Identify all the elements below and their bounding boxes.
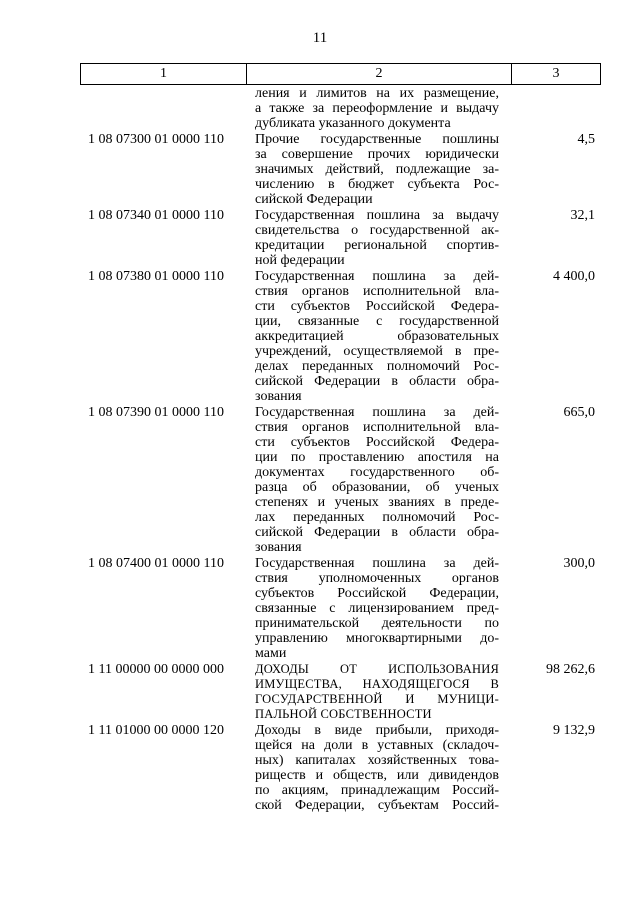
description-cell — [255, 132, 499, 207]
description-cell — [255, 405, 499, 555]
revenue-table — [80, 63, 601, 813]
description-line: Прочие государственные пошлины — [255, 132, 499, 147]
budget-code-cell: 1 08 07400 01 0000 110 — [88, 556, 224, 571]
description-line: Государственная пошлина за выдачу — [255, 208, 499, 223]
description-line: лах переданных полномочий Рос- — [255, 510, 499, 525]
description-line: сийской Федерации в области обра- — [255, 525, 499, 540]
description-line: сти субъектов Российской Федера- — [255, 435, 499, 450]
description-line: ных) капиталах хозяйственных това- — [255, 753, 499, 768]
description-line: ГОСУДАРСТВЕННОЙ И МУНИЦИ- — [255, 692, 499, 706]
description-line: Доходы в виде прибыли, приходя- — [255, 723, 499, 738]
description-line: числению в бюджет субъекта Рос- — [255, 177, 499, 192]
description-line: а также за переоформление и выдачу — [255, 101, 499, 116]
description-line: ПАЛЬНОЙ СОБСТВЕННОСТИ — [255, 707, 432, 721]
table-row — [80, 723, 601, 813]
table-row — [80, 86, 601, 131]
budget-code-cell: 1 08 07390 01 0000 110 — [88, 405, 224, 420]
description-line: сти субъектов Российской Федера- — [255, 299, 499, 314]
description-line: значимых действий, подлежащие за- — [255, 162, 499, 177]
description-line: связанные с лицензированием пред- — [255, 601, 499, 616]
description-line: свидетельства о государственной ак- — [255, 223, 499, 238]
description-line: ской Федерации, субъектам Россий- — [255, 798, 499, 813]
description-line: дубликата указанного документа — [255, 116, 451, 131]
budget-code-cell: 1 11 00000 00 0000 000 — [88, 662, 224, 677]
budget-code-cell — [80, 86, 245, 131]
column-header-3: 3 — [552, 66, 560, 81]
description-line: ствия уполномоченных органов — [255, 571, 499, 586]
description-line: Государственная пошлина за дей- — [255, 269, 499, 284]
table-row — [80, 405, 601, 555]
page-number: 11 — [312, 30, 328, 46]
description-line: мами — [255, 646, 287, 661]
description-line: делах переданных полномочий Рос- — [255, 359, 499, 374]
amount-cell: 4,5 — [577, 132, 595, 147]
budget-code-cell: 1 08 07340 01 0000 110 — [88, 208, 224, 223]
description-line: по акциям, принадлежащим Россий- — [255, 783, 499, 798]
description-line: кредитации региональной спортив- — [255, 238, 499, 253]
table-header-row — [80, 63, 601, 85]
description-line: щейся на доли в уставных (складоч- — [255, 738, 499, 753]
amount-cell: 665,0 — [563, 405, 595, 420]
description-line: документах государственного об- — [255, 465, 499, 480]
description-line: сийской Федерации — [255, 192, 373, 207]
description-line: разца об образовании, об ученых — [255, 480, 499, 495]
amount-cell: 9 132,9 — [553, 723, 595, 738]
description-line: Государственная пошлина за дей- — [255, 556, 499, 571]
table-row — [80, 662, 601, 722]
description-line: ции по проставлению апостиля на — [255, 450, 499, 465]
description-line: зования — [255, 540, 302, 555]
description-line: ной федерации — [255, 253, 345, 268]
amount-cell — [499, 86, 601, 131]
description-cell — [255, 723, 499, 813]
budget-code-cell: 1 08 07300 01 0000 110 — [88, 132, 224, 147]
amount-cell: 300,0 — [563, 556, 595, 571]
table-row — [80, 269, 601, 404]
description-line: ИМУЩЕСТВА, НАХОДЯЩЕГОСЯ В — [255, 677, 499, 691]
description-cell — [255, 86, 499, 131]
description-line: за совершение прочих юридически — [255, 147, 499, 162]
description-line: ДОХОДЫ ОТ ИСПОЛЬЗОВАНИЯ — [255, 662, 499, 676]
description-line: сийской Федерации в области обра- — [255, 374, 499, 389]
description-line: ции, связанные с государственной — [255, 314, 499, 329]
description-line: управлению многоквартирными до- — [255, 631, 499, 646]
description-line: степенях и ученых званиях в преде- — [255, 495, 499, 510]
table-row — [80, 556, 601, 661]
description-cell — [255, 208, 499, 268]
column-header-1: 1 — [81, 64, 247, 84]
description-line: субъектов Российской Федерации, — [255, 586, 499, 601]
table-row — [80, 208, 601, 268]
description-cell — [255, 662, 499, 722]
amount-cell: 32,1 — [570, 208, 595, 223]
budget-code-cell: 1 08 07380 01 0000 110 — [88, 269, 224, 284]
description-cell — [255, 269, 499, 404]
description-line: риществ и обществ, или дивидендов — [255, 768, 499, 783]
table-row — [80, 132, 601, 207]
description-line: ствия органов исполнительной вла- — [255, 420, 499, 435]
description-line: ствия органов исполнительной вла- — [255, 284, 499, 299]
column-header-2: 2 — [247, 64, 512, 84]
description-line: аккредитацией образовательных — [255, 329, 499, 344]
description-line: Государственная пошлина за дей- — [255, 405, 499, 420]
description-line: ления и лимитов на их размещение, — [255, 86, 499, 101]
amount-cell: 98 262,6 — [546, 662, 595, 677]
table-body — [80, 86, 601, 813]
budget-code-cell: 1 11 01000 00 0000 120 — [88, 723, 224, 738]
amount-cell: 4 400,0 — [553, 269, 595, 284]
description-line: учреждений, осуществляемой в пре- — [255, 344, 499, 359]
description-line: принимательской деятельности по — [255, 616, 499, 631]
description-cell — [255, 556, 499, 661]
description-line: зования — [255, 389, 302, 404]
